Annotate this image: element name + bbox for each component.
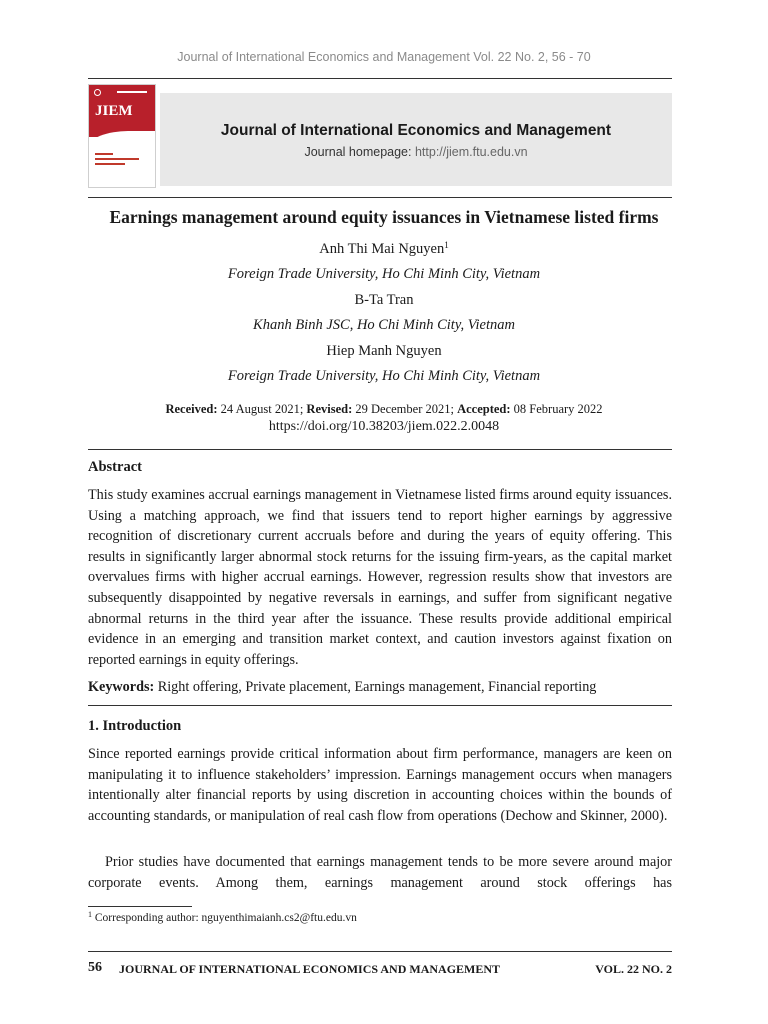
article-dates	[0, 402, 768, 417]
received-label: Received:	[165, 402, 218, 416]
footnote-mark: 1	[88, 910, 92, 919]
keywords-label: Keywords:	[88, 679, 155, 695]
abstract-text: This study examines accrual earnings management in Vietnamese listed firms around equity issuances. Using a matching approach, we find that issuers tend to report higher earnings by aggressive recognition of discretionary current accruals before and during the years of equity offering. This results in significantly larger abnormal stock returns for the issuing firm-years, as the capital market overvalues firms with higher accrual earnings. However, regression results show that investors are subsequently disappointed by negative reversals in earnings, and suffer from significant negative abnormal returns in the third year after the issuance. These results provide additional empirical evidence in an emerging and transition market context, and caution investors against fixation on reported earnings in equity offerings.	[88, 487, 672, 668]
revised-date: 29 December 2021;	[352, 402, 458, 416]
journal-homepage	[160, 145, 672, 159]
cover-red-block	[89, 85, 155, 137]
author-name	[0, 241, 768, 258]
footer-volume: VOL. 22 NO. 2	[595, 962, 672, 976]
seal-icon	[94, 89, 101, 96]
author-footnote-mark[interactable]: 1	[444, 240, 449, 250]
received-date: 24 August 2021;	[217, 402, 307, 416]
doi-link[interactable]: https://doi.org/10.38203/jiem.022.2.0048	[268, 419, 500, 434]
accepted-date: 08 February 2022	[510, 402, 603, 416]
author-affiliation: Khanh Binh JSC, Ho Chi Minh City, Vietnam	[253, 317, 515, 333]
accepted-label: Accepted:	[457, 402, 511, 416]
banner-rule	[88, 197, 672, 198]
keywords-list: Right offering, Private placement, Earnings management, Financial reporting	[154, 679, 597, 695]
author-name: B-Ta Tran	[354, 292, 414, 308]
footnote	[88, 912, 357, 924]
introduction-paragraph: Prior studies have documented that earnings management tends to be more severe around major corporate events. Among them, earnings management around stock offerings has	[88, 854, 672, 891]
footnote-rule	[88, 906, 192, 907]
journal-name: Journal of International Economics and Management	[220, 122, 612, 139]
author-name-text: Anh Thi Mai Nguyen	[319, 241, 445, 257]
author-affiliation: Foreign Trade University, Ho Chi Minh City, Vietnam	[227, 266, 541, 282]
abstract-heading: Abstract	[88, 459, 142, 475]
keywords	[88, 679, 672, 696]
revised-label: Revised:	[306, 402, 353, 416]
introduction-paragraph: Since reported earnings provide critical information about firm performance, managers are keen on manipulating it to influence stakeholders’ impression. Earnings management occurs when managers intentionally alter financial reports by using discretion in accounting choices within the bounds of accounting standards, or manipulation of real cash flow from operations (Dechow and Skinner, 2000).	[88, 746, 672, 824]
cover-caption-line	[95, 158, 139, 160]
cover-caption-line	[95, 163, 125, 165]
running-head: Journal of International Economics and Management Vol. 22 No. 2, 56 - 70	[177, 50, 591, 64]
cover-stripe	[117, 91, 147, 93]
header-rule	[88, 78, 672, 79]
footer-journal-name: JOURNAL OF INTERNATIONAL ECONOMICS AND MANAGEMENT	[119, 962, 501, 976]
page-number: 56	[88, 960, 102, 975]
journal-cover-image	[88, 84, 156, 188]
homepage-link[interactable]: http://jiem.ftu.edu.vn	[414, 145, 528, 159]
abstract-rule	[88, 449, 672, 450]
author-name: Hiep Manh Nguyen	[326, 343, 442, 359]
footnote-text: Corresponding author: nguyenthimaianh.cs2@ftu.edu.vn	[92, 912, 357, 924]
article-title: Earnings management around equity issuances in Vietnamese listed firms	[109, 207, 659, 227]
keywords-rule	[88, 705, 672, 706]
author-affiliation: Foreign Trade University, Ho Chi Minh City, Vietnam	[227, 368, 541, 384]
cover-caption-line	[95, 153, 113, 155]
journal-logo: JIEM	[95, 103, 133, 119]
homepage-label: Journal homepage:	[304, 145, 412, 159]
introduction-heading: 1. Introduction	[88, 718, 182, 734]
footer-rule	[88, 951, 672, 952]
